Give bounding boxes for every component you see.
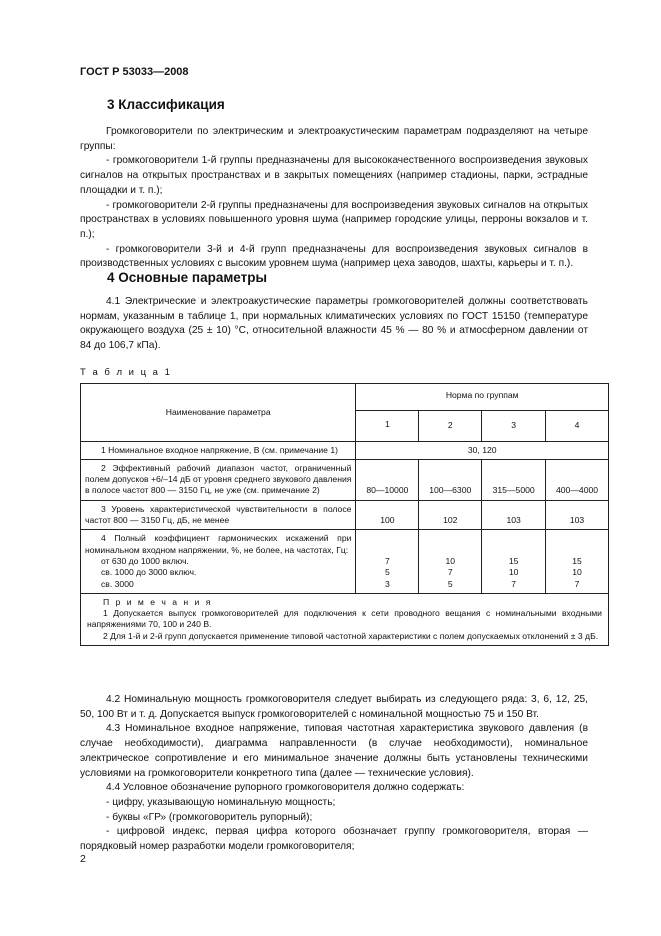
row-1-name: 1 Номинальное входное напряжение, В (см. примечание 1) [81,441,356,459]
notes-title: П р и м е ч а н и я [103,596,213,607]
section-3-item-1: - громкоговорители 1-й группы предназначены для высококачественного воспроизведения звуковых сигналов на открытых пространствах и в закрытых помещениях (например стадионы, парки, эстрадные площадки и т. п.); [80,155,588,196]
paragraph-4-4-item-1: - цифру, указывающую номинальную мощность; [106,796,336,808]
row-4-g1-v2: 5 [384,567,390,578]
row-4-g2-v1: 10 [445,555,456,566]
row-3-value-g2: 102 [419,500,482,530]
section-3-body [80,125,588,272]
row-4-g4-v3: 7 [574,578,580,589]
paragraph-4-2: 4.2 Номинальную мощность громкоговорителя следует выбирать из следующего ряда: 3, 6, 12, 25, 50, 100 Вт и т. д. Допускается выпуск громкоговорителей с номинальной мощностью 75 и 150 Вт. [80,694,588,720]
row-4-values-g4 [546,530,609,593]
table-row [81,441,609,459]
document-header: ГОСТ Р 53033—2008 [80,66,189,78]
note-2: 2 Для 1-й и 2-й групп допускается применение типовой частотной характеристики с полем допускаемых отклонений ± 3 дБ. [103,630,599,641]
row-4-g1-v1: 7 [384,555,390,566]
row-3-name: 3 Уровень характеристической чувствительности в полосе частот 800 — 3150 Гц, дБ, не менее [81,500,356,530]
after-table-body [80,693,588,855]
row-2-name: 2 Эффективный рабочий диапазон частот, ограниченный полем допусков +6/–14 дБ от уровня среднего звукового давления в полосе частот 800 — 3150 Гц, не уже (см. примечание 2) [81,459,356,500]
row-3-value-g3: 103 [482,500,546,530]
row-4-g2-v3: 5 [447,578,453,589]
row-4-name-text: 4 Полный коэффициент гармонических искажений при номинальном входном напряжении, %, не более, на частотах, Гц: [85,533,352,555]
column-header-parameter: Наименование параметра [81,384,356,442]
row-4-sub-1: от 630 до 1000 включ. [101,555,189,566]
table-row [81,459,609,500]
row-4-g3-v1: 15 [508,555,519,566]
group-1-header: 1 [356,411,419,441]
section-3-item-2: - громкоговорители 2-й группы предназначены для воспроизведения звуковых сигналов на открытых пространствах в условиях повышенного уровня шума (например городские улицы, перроны вокзалов и т. п.); [80,199,588,240]
table-notes-row [81,593,609,645]
paragraph-4-3: 4.3 Номинальное входное напряжение, типовая частотная характеристика звукового давления (в случае необходимости), диаграмма направленности (в случае необходимости), номинальное электрическое сопротивление и его минимальное значение должны быть установлены техническими условиями на громкоговорители конкретного типа (далее — технические условия). [80,723,588,779]
row-4-g1-v3: 3 [384,578,390,589]
paragraph-4-4: 4.4 Условное обозначение рупорного громкоговорителя должно содержать: [106,782,465,794]
row-4-g3-v2: 10 [508,567,519,578]
parameters-table [80,383,609,646]
page-number: 2 [80,853,86,865]
row-4-sub-3: св. 3000 [101,578,134,589]
group-2-header: 2 [419,411,482,441]
group-3-header: 3 [482,411,546,441]
row-4-g4-v1: 15 [572,555,582,566]
table-caption: Т а б л и ц а 1 [80,367,172,378]
table-notes [81,593,609,645]
row-2-value-g1: 80—10000 [356,459,419,500]
paragraph-4-1: 4.1 Электрические и электроакустические параметры громкоговорителей должны соответствовать нормам, указанным в таблице 1, при нормальных климатических условиях по ГОСТ 15150 (температуре окружающего воздуха (25 ± 10) °С, относительной влажности 45 % — 80 % и атмосферном давлении от 84 до 106,7 кПа). [80,296,588,352]
section-3-intro: Громкоговорители по электрическим и электроакустическим параметрам подразделяют на четыре группы: [80,126,588,152]
row-2-value-g4: 400—4000 [546,459,609,500]
row-4-g2-v2: 7 [447,567,453,578]
row-4-values-g3 [482,530,546,593]
row-4-g4-v2: 10 [572,567,582,578]
row-4-name [81,530,356,593]
section-3-item-3: - громкоговорители 3-й и 4-й групп предназначены для воспроизведения звуковых сигналов в производственных условиях с высоким уровнем шума (например цеха заводов, шахты, карьеры и т. п.). [80,243,588,270]
note-1: 1 Допускается выпуск громкоговорителей для подключения к сети проводного вещания с номинальными входными напряжениями 70, 100 и 240 В. [87,608,602,630]
paragraph-4-4-item-3: - цифровой индекс, первая цифра которого обозначает группу громкоговорителя, вторая — порядковый номер разработки модели громкоговорителя; [80,826,588,853]
row-4-values-g2 [419,530,482,593]
row-4-values-g1 [356,530,419,593]
row-2-value-g3: 315—5000 [482,459,546,500]
row-3-value-g4: 103 [546,500,609,530]
section-4-body [80,295,588,354]
paragraph-4-4-item-2: - буквы «ГР» (громкоговоритель рупорный); [106,811,313,823]
section-4-title: 4 Основные параметры [107,270,268,285]
table-header-row [81,384,609,411]
row-2-value-g2: 100—6300 [419,459,482,500]
table-row [81,500,609,530]
row-4-sub-2: св. 1000 до 3000 включ. [101,567,197,578]
row-4-g3-v3: 7 [511,578,517,589]
table-row [81,530,609,593]
group-4-header: 4 [546,411,609,441]
section-3-title: 3 Классификация [107,97,225,112]
row-1-value: 30, 120 [356,441,609,459]
column-header-norm: Норма по группам [356,384,609,411]
row-3-value-g1: 100 [356,500,419,530]
